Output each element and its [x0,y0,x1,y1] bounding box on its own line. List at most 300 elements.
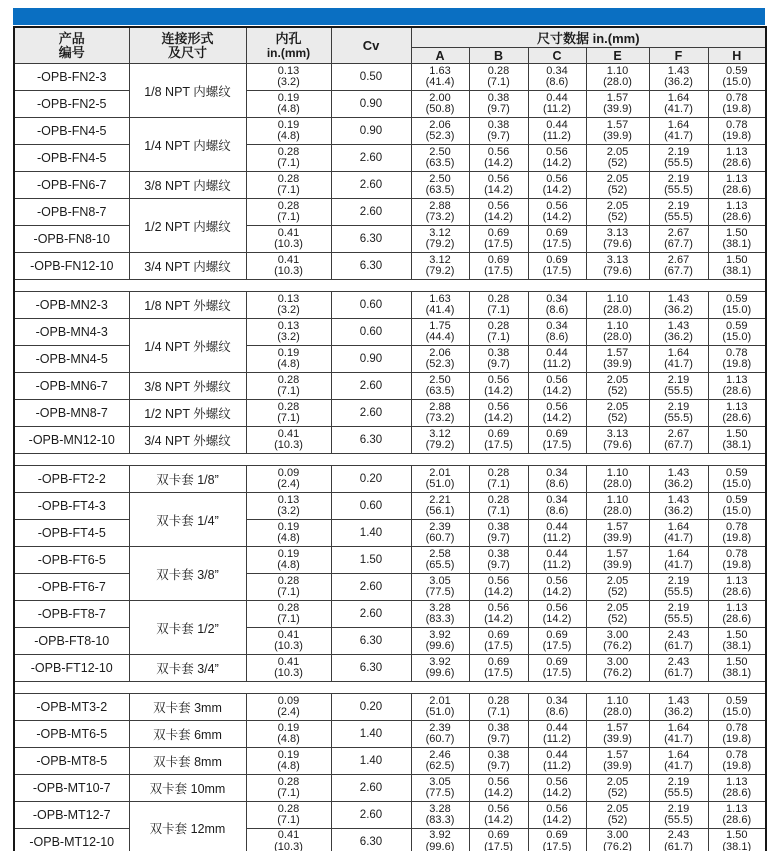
value-line: 0.09 [277,694,300,707]
bore-cell [246,721,331,748]
dim-b-cell [469,64,528,91]
dim-f-cell [649,721,708,748]
dim-b-cell [469,655,528,682]
value-line: (28.6) [722,385,752,397]
dim-b-cell [469,199,528,226]
dim-c-cell [528,547,586,574]
dim-b-cell [469,628,528,655]
dim-a-cell [411,628,469,655]
value-line: (67.7) [664,439,693,451]
value-line: 0.56 [546,172,568,185]
dim-h-cell [708,628,766,655]
value-line: 0.69 [546,253,568,266]
dim-e-cell [586,748,649,775]
dim-f-cell [649,802,708,829]
value-line: (11.2) [543,733,571,745]
spacer-cell [14,280,766,292]
value-line: 0.78 [726,748,748,761]
cv-cell: 0.20 [331,694,411,721]
value-line: 0.28 [487,694,510,707]
value-line: (10.3) [274,667,303,679]
dim-c-cell [528,64,586,91]
value-line: (3.2) [277,505,300,517]
header-connection-line2: 及尺寸 [167,44,207,60]
cv-cell: 2.60 [331,574,411,601]
value-line: 0.19 [277,91,300,104]
value-line: (36.2) [664,478,693,490]
value-line: 0.19 [277,520,300,533]
part-number-cell: -OPB-MT6-5 [14,721,129,748]
dim-b-cell [469,574,528,601]
value-line: 3.00 [606,655,629,668]
value-line: 2.88 [429,199,451,212]
connection-cell: 1/8 NPT 外螺纹 [129,292,246,319]
value-line: 0.69 [546,829,568,842]
connection-cell: 双卡套 1/2” [129,601,246,655]
value-line: (28.0) [603,478,632,490]
bore-cell [246,145,331,172]
dim-c-cell [528,346,586,373]
part-number-cell: -OPB-FN2-3 [14,64,129,91]
value-line: 0.78 [726,346,748,359]
value-line: 3.92 [429,628,451,641]
part-number-cell: -OPB-MN4-5 [14,346,129,373]
value-line: (11.2) [543,103,571,115]
part-number-cell: -OPB-FT8-10 [14,628,129,655]
value-line: (8.6) [545,706,569,718]
value-line: (28.0) [603,76,632,88]
value-line: 0.34 [546,493,568,506]
value-line: (36.2) [664,331,693,343]
value-line: 2.19 [667,145,690,158]
value-line: 0.28 [277,199,300,212]
value-line: 0.44 [546,91,568,104]
part-number-cell: -OPB-MT12-7 [14,802,129,829]
value-line: 0.56 [546,145,568,158]
value-line: 0.59 [726,292,748,305]
value-line: 1.10 [606,64,629,77]
cv-cell: 2.60 [331,802,411,829]
spec-row [14,373,766,400]
value-line: 2.05 [606,574,629,587]
value-line: 0.56 [487,145,510,158]
spec-row [14,520,766,547]
dim-e-cell [586,520,649,547]
header-product-line1: 产品 [58,30,85,46]
dim-f-cell [649,601,708,628]
dim-e-cell [586,172,649,199]
value-line: 1.13 [726,172,748,185]
value-line: (17.5) [542,840,572,851]
value-line: (52) [607,787,628,799]
cv-cell: 0.60 [331,319,411,346]
value-line: (4.8) [277,532,300,544]
dim-a-cell [411,91,469,118]
dim-b-cell [469,373,528,400]
value-line: 1.64 [667,547,690,560]
value-line: (28.0) [603,304,632,316]
value-line: 0.28 [277,601,300,614]
value-line: (10.3) [274,840,303,851]
bore-cell [246,655,331,682]
value-line: 0.41 [277,655,300,668]
dim-a-cell [411,253,469,280]
table-header [14,27,766,64]
dim-h-cell [708,601,766,628]
value-line: 0.69 [487,427,510,440]
value-line: (7.1) [277,586,300,598]
connection-cell: 双卡套 8mm [129,748,246,775]
dim-f-cell [649,118,708,145]
spec-row [14,427,766,454]
part-number-cell: -OPB-MN12-10 [14,427,129,454]
spec-row [14,292,766,319]
value-line: 2.50 [429,172,451,185]
dim-f-cell [649,427,708,454]
dim-h-cell [708,319,766,346]
dim-a-cell [411,118,469,145]
value-line: 0.28 [487,292,510,305]
dim-e-cell [586,292,649,319]
value-line: 3.92 [429,655,451,668]
part-number-cell: -OPB-MN4-3 [14,319,129,346]
bore-cell [246,466,331,493]
dim-a-cell [411,466,469,493]
value-line: (17.5) [542,265,572,277]
value-line: (9.7) [487,733,510,745]
value-line: (2.4) [277,478,300,490]
value-line: 0.44 [546,346,568,359]
value-line: 2.58 [429,547,451,560]
value-line: (17.5) [484,640,513,652]
connection-cell: 双卡套 1/4” [129,493,246,547]
part-number-cell: -OPB-FT8-7 [14,601,129,628]
value-line: (14.2) [484,814,513,826]
value-line: 0.56 [487,199,510,212]
dim-f-cell [649,493,708,520]
value-line: 0.28 [277,400,300,413]
bore-cell [246,292,331,319]
dim-a-cell [411,292,469,319]
value-line: 1.43 [667,292,690,305]
value-line: 0.28 [277,775,300,788]
dim-h-cell [708,346,766,373]
bore-cell [246,829,331,851]
spec-row [14,775,766,802]
dim-a-cell [411,655,469,682]
value-line: (52.3) [425,130,455,142]
dim-e-cell [586,373,649,400]
dim-h-cell [708,172,766,199]
dim-h-cell [708,427,766,454]
dim-h-cell [708,253,766,280]
value-line: 2.05 [606,199,629,212]
value-line: 0.56 [487,601,510,614]
dim-e-cell [586,694,649,721]
value-line: (28.0) [603,706,632,718]
value-line: 0.13 [277,493,300,506]
value-line: (55.5) [664,586,693,598]
dim-e-cell [586,118,649,145]
spec-row [14,628,766,655]
dim-b-cell [469,829,528,851]
value-line: (41.7) [664,532,693,544]
dim-c-cell [528,601,586,628]
value-line: (4.8) [277,733,300,745]
cv-cell: 6.30 [331,628,411,655]
value-line: 2.19 [667,400,690,413]
value-line: (60.7) [425,532,455,544]
value-line: (55.5) [664,184,693,196]
part-number-cell: -OPB-MT10-7 [14,775,129,802]
value-line: (61.7) [664,640,693,652]
value-line: (8.6) [545,478,569,490]
dim-b-cell [469,427,528,454]
value-line: (63.5) [425,385,455,397]
dim-e-cell [586,400,649,427]
value-line: (14.2) [484,613,513,625]
value-line: (9.7) [487,130,510,142]
part-number-cell: -OPB-FN8-7 [14,199,129,226]
part-number-cell: -OPB-FN12-10 [14,253,129,280]
value-line: 1.50 [726,226,748,239]
dim-c-cell [528,802,586,829]
value-line: (39.9) [603,103,632,115]
cv-cell: 0.60 [331,493,411,520]
value-line: (7.1) [487,76,510,88]
dim-e-cell [586,655,649,682]
value-line: (14.2) [484,211,513,223]
dim-b-cell [469,118,528,145]
value-line: (44.4) [425,331,455,343]
value-line: 0.69 [546,226,568,239]
value-line: (28.6) [722,787,752,799]
dim-a-cell [411,520,469,547]
dim-e-cell [586,721,649,748]
value-line: (7.1) [277,814,300,826]
value-line: (14.2) [542,814,572,826]
bore-cell [246,601,331,628]
dim-c-cell [528,748,586,775]
connection-cell: 1/4 NPT 外螺纹 [129,319,246,373]
dim-e-cell [586,226,649,253]
value-line: (28.6) [722,211,752,223]
cv-cell: 6.30 [331,829,411,851]
value-line: 0.69 [546,427,568,440]
value-line: 2.19 [667,775,690,788]
cv-cell: 6.30 [331,226,411,253]
value-line: (65.5) [425,559,455,571]
dim-a-cell [411,64,469,91]
value-line: 0.56 [546,601,568,614]
value-line: (51.0) [425,706,455,718]
value-line: 1.57 [606,721,629,734]
value-line: 1.43 [667,466,690,479]
value-line: (17.5) [542,439,572,451]
value-line: (9.7) [487,358,510,370]
dim-a-cell [411,748,469,775]
value-line: 0.59 [726,64,748,77]
value-line: 0.69 [487,253,510,266]
value-line: (19.8) [722,559,752,571]
value-line: (14.2) [542,184,572,196]
value-line: 2.39 [429,721,451,734]
value-line: (41.4) [425,76,455,88]
value-line: (9.7) [487,559,510,571]
section-spacer-row [14,280,766,292]
value-line: 0.69 [487,829,510,842]
value-line: (76.2) [603,840,632,851]
dim-h-cell [708,292,766,319]
spec-row [14,400,766,427]
value-line: (50.8) [425,103,455,115]
spec-row [14,601,766,628]
part-number-cell: -OPB-MN2-3 [14,292,129,319]
value-line: (11.2) [543,130,571,142]
value-line: 1.43 [667,493,690,506]
dim-c-cell [528,721,586,748]
connection-cell: 3/8 NPT 外螺纹 [129,373,246,400]
value-line: (7.1) [487,478,510,490]
spec-row [14,829,766,851]
value-line: 0.78 [726,721,748,734]
header-bore-line1: 内孔 [275,30,302,46]
value-line: (17.5) [484,840,513,851]
value-line: (83.3) [425,613,455,625]
part-number-cell: -OPB-FT12-10 [14,655,129,682]
value-line: 0.38 [487,91,510,104]
value-line: (14.2) [484,412,513,424]
value-line: 0.56 [487,400,510,413]
part-number-cell: -OPB-FT6-5 [14,547,129,574]
value-line: (19.8) [722,760,752,772]
spec-table [13,26,767,851]
spec-row [14,172,766,199]
dim-f-cell [649,64,708,91]
dim-a-cell [411,145,469,172]
dim-e-cell [586,64,649,91]
value-line: 0.56 [487,574,510,587]
value-line: (36.2) [664,304,693,316]
value-line: (79.2) [425,238,455,250]
value-line: 1.13 [726,400,748,413]
dim-f-cell [649,694,708,721]
value-line: 3.28 [429,601,451,614]
cv-cell: 2.60 [331,172,411,199]
value-line: (39.9) [603,130,632,142]
value-line: (15.0) [722,505,752,517]
dim-a-cell [411,346,469,373]
value-line: 2.06 [429,118,451,131]
value-line: (11.2) [543,559,571,571]
value-line: (52) [607,157,628,169]
value-line: (15.0) [722,331,752,343]
value-line: 2.19 [667,199,690,212]
dim-c-cell [528,400,586,427]
header-product-line2: 编号 [58,44,85,60]
value-line: 0.59 [726,466,748,479]
value-line: (4.8) [277,358,300,370]
value-line: (10.3) [274,439,303,451]
value-line: (41.7) [664,760,693,772]
value-line: (73.2) [425,211,455,223]
dim-c-cell [528,118,586,145]
value-line: (52) [607,613,628,625]
value-line: (79.6) [603,265,632,277]
part-number-cell: -OPB-MN8-7 [14,400,129,427]
spec-row [14,145,766,172]
value-line: 3.12 [429,253,451,266]
value-line: 0.34 [546,292,568,305]
dim-f-cell [649,319,708,346]
dim-b-cell [469,520,528,547]
dim-b-cell [469,172,528,199]
dim-f-cell [649,628,708,655]
value-line: 1.64 [667,520,690,533]
value-line: 2.67 [667,427,690,440]
value-line: 1.10 [606,466,629,479]
dim-e-cell [586,601,649,628]
value-line: 0.19 [277,346,300,359]
part-number-cell: -OPB-MT8-5 [14,748,129,775]
spec-row [14,64,766,91]
connection-cell: 1/8 NPT 内螺纹 [129,64,246,118]
cv-cell: 1.40 [331,748,411,775]
value-line: (7.1) [277,787,300,799]
value-line: (11.2) [543,532,571,544]
value-line: 0.38 [487,547,510,560]
dim-h-cell [708,493,766,520]
value-line: 1.10 [606,694,629,707]
value-line: 3.05 [429,574,451,587]
value-line: 3.13 [606,253,629,266]
cv-cell: 0.50 [331,64,411,91]
value-line: (38.1) [722,265,752,277]
value-line: (41.7) [664,130,693,142]
value-line: 0.41 [277,253,300,266]
value-line: (7.1) [277,211,300,223]
value-line: (67.7) [664,265,693,277]
value-line: 2.05 [606,775,629,788]
value-line: 0.34 [546,319,568,332]
value-line: (10.3) [274,238,303,250]
cv-cell: 1.50 [331,547,411,574]
value-line: 3.92 [429,829,451,842]
dim-c-cell [528,775,586,802]
dim-a-cell [411,574,469,601]
value-line: 3.12 [429,427,451,440]
value-line: (17.5) [484,238,513,250]
value-line: (28.6) [722,412,752,424]
dim-a-cell [411,721,469,748]
connection-cell: 1/2 NPT 内螺纹 [129,199,246,253]
value-line: 1.57 [606,346,629,359]
value-line: 1.63 [429,64,451,77]
part-number-cell: -OPB-FN4-5 [14,118,129,145]
value-line: 2.88 [429,400,451,413]
spec-row [14,226,766,253]
value-line: 3.00 [606,628,629,641]
cv-cell: 2.60 [331,199,411,226]
dim-c-cell [528,655,586,682]
section-spacer-row [14,454,766,466]
bore-cell [246,628,331,655]
value-line: 2.05 [606,373,629,386]
value-line: 0.78 [726,547,748,560]
value-line: (52) [607,586,628,598]
part-number-cell: -OPB-FT2-2 [14,466,129,493]
connection-cell: 双卡套 3/4” [129,655,246,682]
